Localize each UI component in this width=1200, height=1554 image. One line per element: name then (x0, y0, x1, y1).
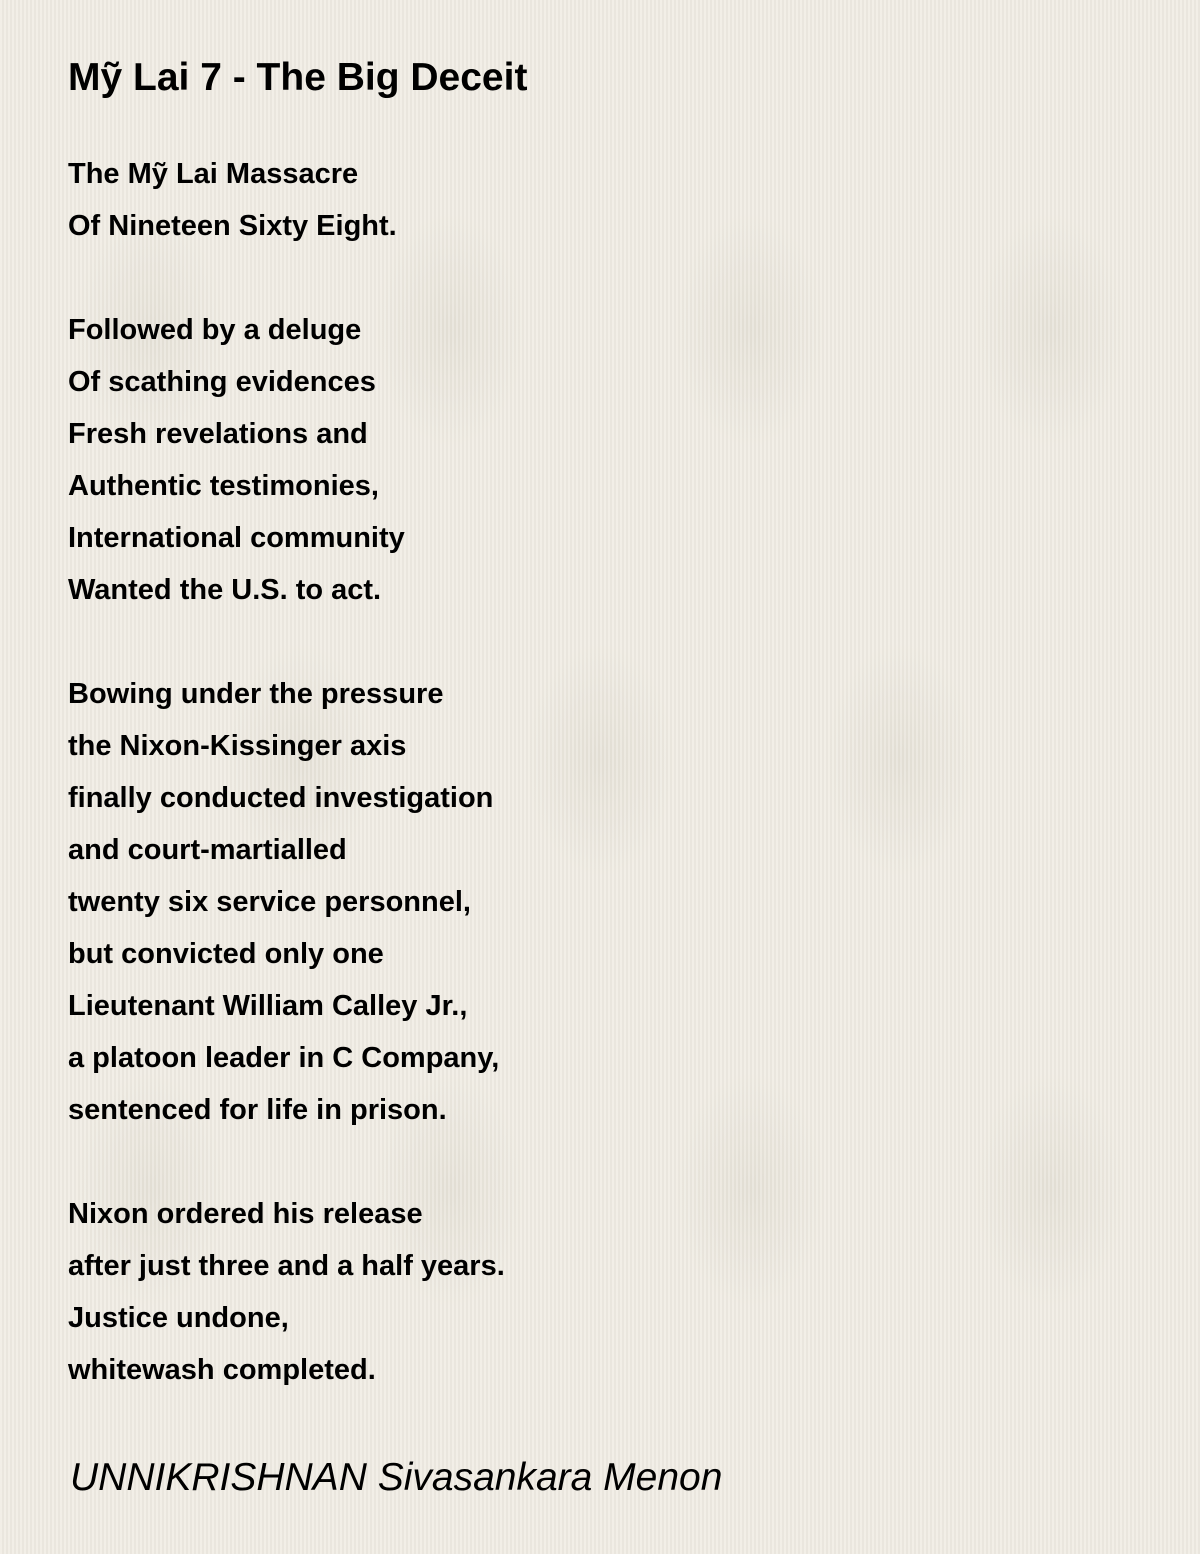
poem-line: The Mỹ Lai Massacre (68, 158, 359, 190)
stanza-4 (68, 1188, 1128, 1396)
poem-author: UNNIKRISHNAN Sivasankara Menon (70, 1456, 723, 1499)
poem-line: International community (68, 522, 405, 554)
poem-line: sentenced for life in prison. (68, 1094, 447, 1126)
poem-line: twenty six service personnel, (68, 886, 471, 918)
poem-line: Nixon ordered his release (68, 1198, 423, 1230)
poem-line: finally conducted investigation (68, 782, 494, 814)
stanza-3 (68, 668, 1128, 1136)
poem-line: Fresh revelations and (68, 418, 368, 450)
poem-line: Of Nineteen Sixty Eight. (68, 210, 397, 242)
poem-line: and court-martialled (68, 834, 347, 866)
stanza-2 (68, 304, 1128, 616)
poem-line: after just three and a half years. (68, 1250, 505, 1282)
poem-line: Wanted the U.S. to act. (68, 574, 382, 606)
poem-line: Bowing under the pressure (68, 678, 444, 710)
poem-title: Mỹ Lai 7 - The Big Deceit (68, 56, 528, 99)
stanza-1 (68, 148, 1128, 252)
poem-body (68, 148, 1128, 1448)
poem-line: Followed by a deluge (68, 314, 362, 346)
poem-line: whitewash completed. (68, 1354, 376, 1386)
poem-line: Lieutenant William Calley Jr., (68, 990, 468, 1022)
poem-line: Authentic testimonies, (68, 470, 379, 502)
poem-line: Justice undone, (68, 1302, 289, 1334)
poem-line: the Nixon-Kissinger axis (68, 730, 407, 762)
poem-line: but convicted only one (68, 938, 384, 970)
poem-line: a platoon leader in C Company, (68, 1042, 500, 1074)
poem-line: Of scathing evidences (68, 366, 376, 398)
